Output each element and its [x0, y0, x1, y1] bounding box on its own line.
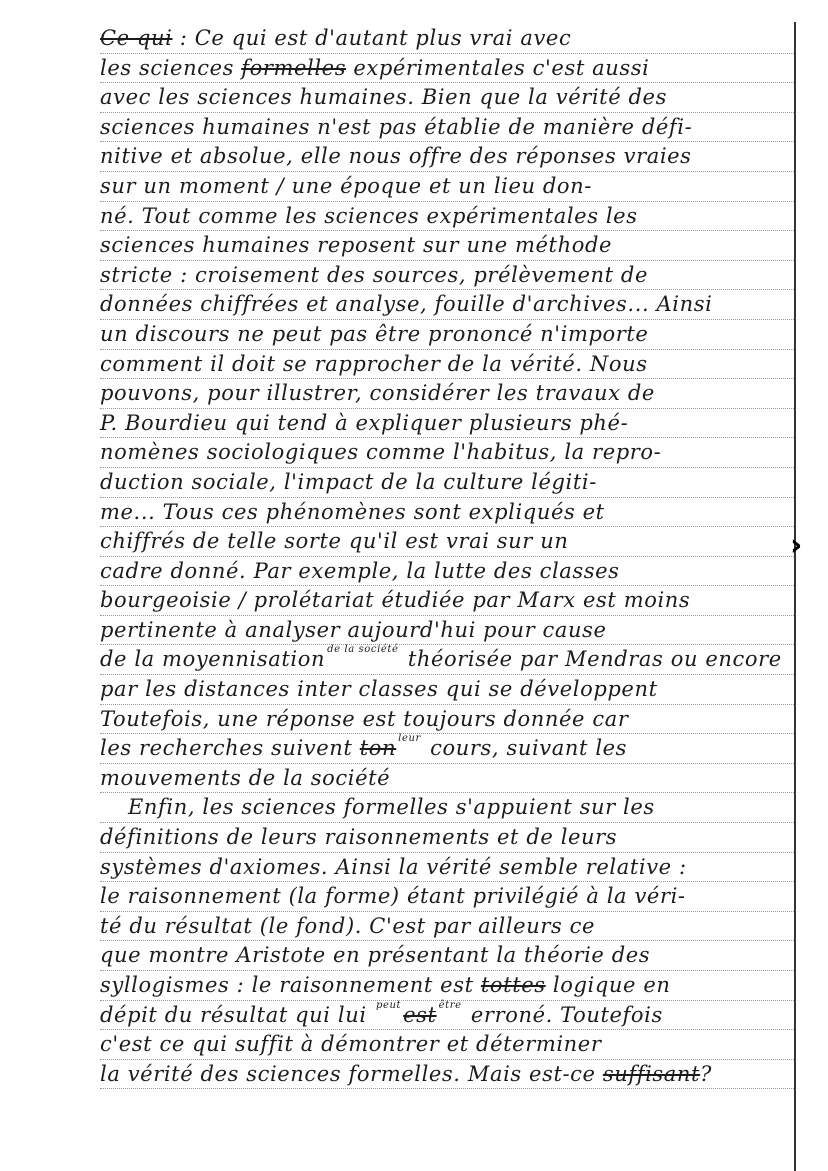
text-line: [100, 793, 794, 823]
text-line: [100, 1060, 794, 1090]
text-line: [100, 83, 794, 113]
text-line: [100, 54, 794, 84]
text-segment: un discours ne peut pas être prononcé n'importe: [100, 321, 649, 346]
text-line: [100, 527, 794, 557]
text-line: [100, 941, 794, 971]
text-line: [100, 557, 794, 587]
text-line: [100, 379, 794, 409]
text-line: [100, 438, 794, 468]
text-line: [100, 498, 794, 528]
text-line: [100, 675, 794, 705]
text-line: [100, 261, 794, 291]
struck-word: est: [403, 1002, 437, 1027]
handwritten-text: [100, 24, 794, 1089]
inserted-word: de la société: [327, 644, 399, 656]
text-line: [100, 823, 794, 853]
struck-word: ton: [359, 736, 397, 761]
text-segment: sciences humaines reposent sur une méthode: [100, 233, 613, 258]
text-line: [100, 24, 794, 54]
text-line: [100, 1001, 794, 1031]
inserted-word: peut: [375, 999, 402, 1011]
inserted-word: leur: [398, 733, 421, 745]
inserted-word: être: [438, 999, 462, 1011]
text-segment: cadre donné. Par exemple, la lutte des classes: [100, 558, 620, 583]
struck-word: Ce qui: [100, 26, 173, 50]
text-segment: logique en: [545, 973, 671, 997]
struck-word: formelles: [241, 55, 347, 80]
text-segment: me... Tous ces phénomènes sont expliqués et: [100, 499, 605, 524]
text-segment: définitions de leurs raisonnements et de leurs: [100, 825, 618, 850]
text-segment: pertinente à analyser aujourd'hui pour cause: [100, 617, 607, 642]
text-line: [100, 231, 794, 261]
text-segment: sur un moment / une époque et un lieu don-: [100, 173, 592, 198]
text-line: [100, 290, 794, 320]
text-segment: cours, suivant les: [422, 736, 628, 761]
text-line: [100, 468, 794, 498]
page-margin-line: [794, 22, 796, 1171]
text-line: [100, 645, 794, 675]
text-segment: dépit du résultat qui lui: [100, 1002, 374, 1027]
text-segment: P. Bourdieu qui tend à expliquer plusieurs phé-: [100, 410, 629, 435]
struck-word: suffisant: [602, 1061, 701, 1086]
text-line: [100, 853, 794, 883]
text-segment: stricte : croisement des sources, prélèvement de: [100, 262, 648, 287]
text-line: [100, 202, 794, 232]
text-line: [100, 409, 794, 439]
text-segment: le raisonnement (la forme) étant privilégié à la véri-: [100, 884, 686, 909]
text-segment: de la moyennisation: [100, 647, 326, 672]
text-segment: théorisée par Mendras ou encore: [400, 647, 782, 672]
text-line: [100, 320, 794, 350]
text-line: [100, 1030, 794, 1060]
text-segment: pouvons, pour illustrer, considérer les travaux de: [100, 381, 655, 406]
text-segment: Toutefois, une réponse est toujours donnée car: [100, 706, 629, 731]
text-segment: ?: [700, 1061, 712, 1086]
text-segment: syllogismes : le raisonnement est: [100, 973, 481, 997]
text-segment: systèmes d'axiomes. Ainsi la vérité semble relative :: [100, 854, 687, 879]
text-segment: c'est ce qui suffit à démontrer et déterminer: [100, 1032, 602, 1057]
text-line: [100, 734, 794, 764]
text-segment: la vérité des sciences formelles. Mais est-ce: [100, 1061, 603, 1086]
text-segment: : Ce qui est d'autant plus vrai avec: [172, 26, 572, 50]
text-segment: par les distances inter classes qui se développent: [100, 677, 658, 702]
text-line: [100, 882, 794, 912]
struck-word: tottes: [480, 973, 546, 997]
text-segment: chiffrés de telle sorte qu'il est vrai sur un: [100, 529, 569, 554]
text-line: [100, 971, 794, 1001]
text-segment: les sciences: [100, 55, 242, 80]
text-segment: sciences humaines n'est pas établie de manière défi-: [100, 114, 693, 139]
text-line: [100, 705, 794, 735]
text-segment: nomènes sociologiques comme l'habitus, la repro-: [100, 440, 662, 465]
text-line: [100, 142, 794, 172]
text-segment: bourgeoisie / prolétariat étudiée par Marx est moins: [100, 588, 691, 613]
text-segment: nitive et absolue, elle nous offre des réponses vraies: [100, 144, 692, 169]
text-segment: Enfin, les sciences formelles s'appuient sur les: [128, 795, 655, 820]
text-segment: comment il doit se rapprocher de la vérité. Nous: [100, 351, 648, 376]
text-line: [100, 172, 794, 202]
text-segment: té du résultat (le fond). C'est par ailleurs ce: [100, 913, 596, 938]
text-line: [100, 113, 794, 143]
text-segment: que montre Aristote en présentant la théorie des: [100, 943, 651, 968]
text-line: [100, 912, 794, 942]
text-segment: mouvements de la société: [100, 765, 391, 790]
text-segment: expérimentales c'est aussi: [346, 55, 650, 80]
text-segment: erroné. Toutefois: [463, 1002, 663, 1027]
text-line: [100, 350, 794, 380]
text-line: [100, 616, 794, 646]
text-segment: duction sociale, l'impact de la culture légiti-: [100, 469, 597, 494]
text-segment: né. Tout comme les sciences expérimentales les: [100, 203, 638, 228]
text-segment: données chiffrées et analyse, fouille d'archives... Ainsi: [100, 292, 713, 317]
margin-chevron-mark: ›: [790, 528, 803, 563]
text-line: [100, 764, 794, 794]
text-segment: avec les sciences humaines. Bien que la vérité des: [100, 85, 667, 110]
text-line: [100, 586, 794, 616]
text-segment: les recherches suivent: [100, 736, 360, 761]
